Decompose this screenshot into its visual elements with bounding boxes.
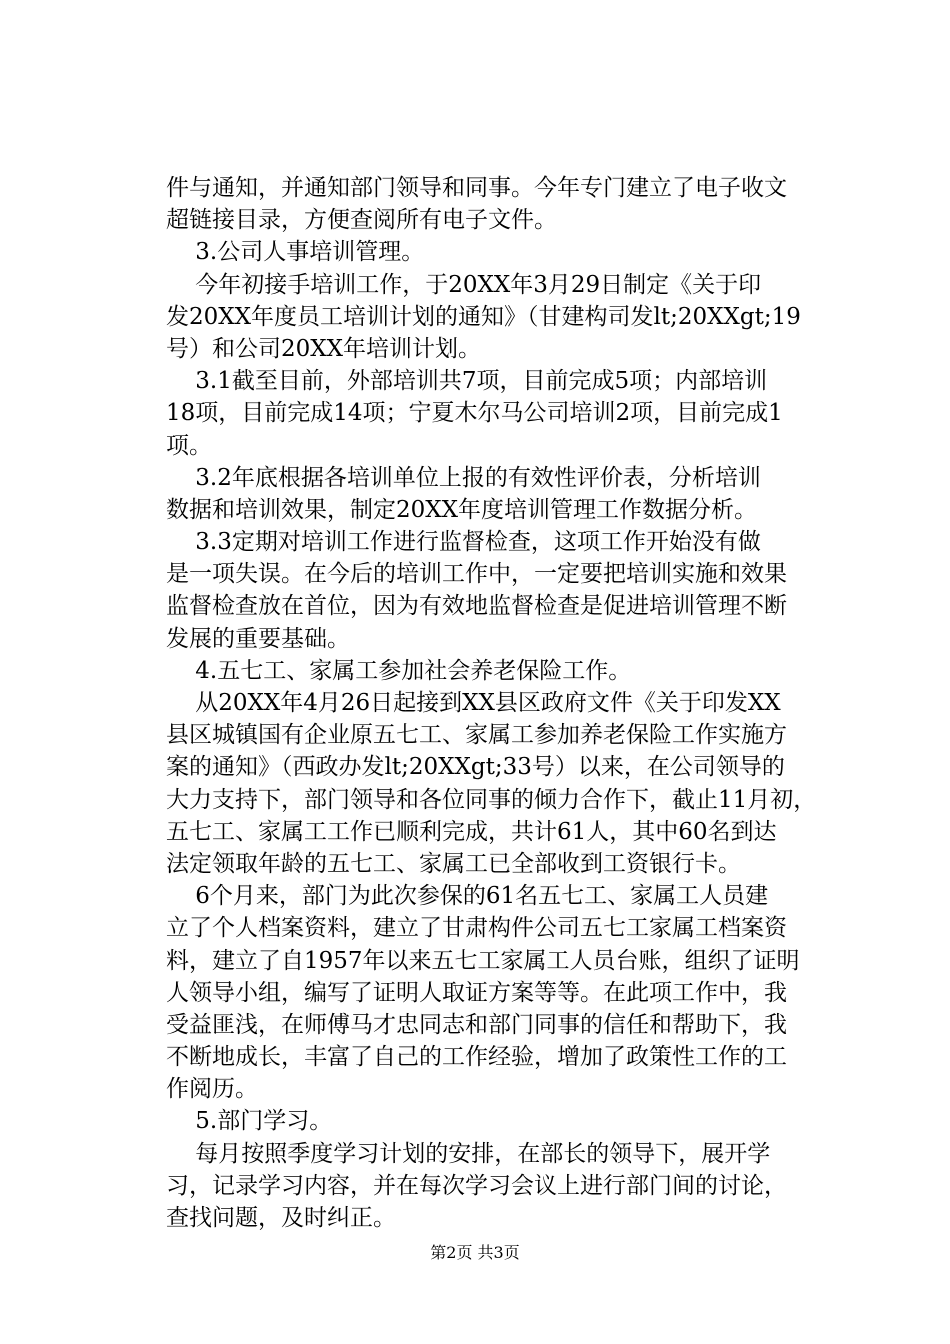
text-line: 每月按照季度学习计划的安排，在部长的领导下，展开学 bbox=[166, 1140, 771, 1167]
text-line: 6个月来，部门为此次参保的61名五七工、家属工人员建 bbox=[166, 883, 769, 910]
section-heading: 4.五七工、家属工参加社会养老保险工作。 bbox=[166, 657, 632, 684]
text-line: 法定领取年龄的五七工、家属工已全部收到工资银行卡。 bbox=[166, 850, 741, 877]
text-line: 料，建立了自1957年以来五七工家属工人员台账，组织了证明 bbox=[166, 947, 800, 974]
text-line: 超链接目录，方便查阅所有电子文件。 bbox=[166, 207, 557, 234]
text-line: 发20XX年度员工培训计划的通知》（甘建构司发lt;20XXgt;19 bbox=[166, 303, 801, 330]
text-line: 受益匪浅，在师傅马才忠同志和部门同事的信任和帮助下，我 bbox=[166, 1011, 787, 1038]
text-line: 号）和公司20XX年培训计划。 bbox=[166, 335, 482, 362]
text-line: 件与通知，并通知部门领导和同事。今年专门建立了电子收文 bbox=[166, 175, 787, 201]
text-line: 发展的重要基础。 bbox=[166, 625, 350, 652]
text-line: 3.3定期对培训工作进行监督检查，这项工作开始没有做 bbox=[166, 529, 761, 556]
text-line: 查找问题，及时纠正。 bbox=[166, 1205, 396, 1231]
text-line: 从20XX年4月26日起接到XX县区政府文件《关于印发XX bbox=[166, 690, 781, 716]
text-line: 案的通知》（西政办发lt;20XXgt;33号）以来，在公司领导的 bbox=[166, 754, 785, 781]
text-line: 今年初接手培训工作，于20XX年3月29日制定《关于印 bbox=[166, 271, 762, 298]
text-line: 数据和培训效果，制定20XX年度培训管理工作数据分析。 bbox=[166, 496, 758, 523]
text-line: 项。 bbox=[166, 432, 212, 459]
text-line: 3.2年底根据各培训单位上报的有效性评价表，分析培训 bbox=[166, 464, 761, 491]
text-line: 五七工、家属工工作已顺利完成，共计61人，其中60名到达 bbox=[166, 818, 777, 845]
text-line: 18项，目前完成14项；宁夏木尔马公司培训2项，目前完成1 bbox=[166, 400, 783, 427]
text-line: 不断地成长，丰富了自己的工作经验，增加了政策性工作的工 bbox=[166, 1044, 787, 1071]
text-line: 作阅历。 bbox=[166, 1076, 258, 1103]
text-line: 习，记录学习内容，并在每次学习会议上进行部门间的讨论， bbox=[166, 1172, 787, 1199]
text-line: 监督检查放在首位，因为有效地监督检查是促进培训管理不断 bbox=[166, 593, 787, 620]
text-line: 3.1截至目前，外部培训共7项，目前完成5项；内部培训 bbox=[166, 368, 768, 395]
text-line: 县区城镇国有企业原五七工、家属工参加养老保险工作实施方 bbox=[166, 722, 787, 749]
section-heading: 5.部门学习。 bbox=[166, 1108, 333, 1135]
page-footer: 第2页 共3页 bbox=[430, 1243, 520, 1262]
text-line: 人领导小组，编写了证明人取证方案等等。在此项工作中，我 bbox=[166, 979, 787, 1006]
text-line: 是一项失误。在今后的培训工作中，一定要把培训实施和效果 bbox=[166, 561, 787, 588]
text-line: 立了个人档案资料，建立了甘肃构件公司五七工家属工档案资 bbox=[166, 915, 787, 942]
body-text bbox=[166, 172, 836, 1234]
section-heading: 3.公司人事培训管理。 bbox=[166, 239, 425, 266]
text-line: 大力支持下，部门领导和各位同事的倾力合作下，截止11月初， bbox=[166, 786, 817, 813]
